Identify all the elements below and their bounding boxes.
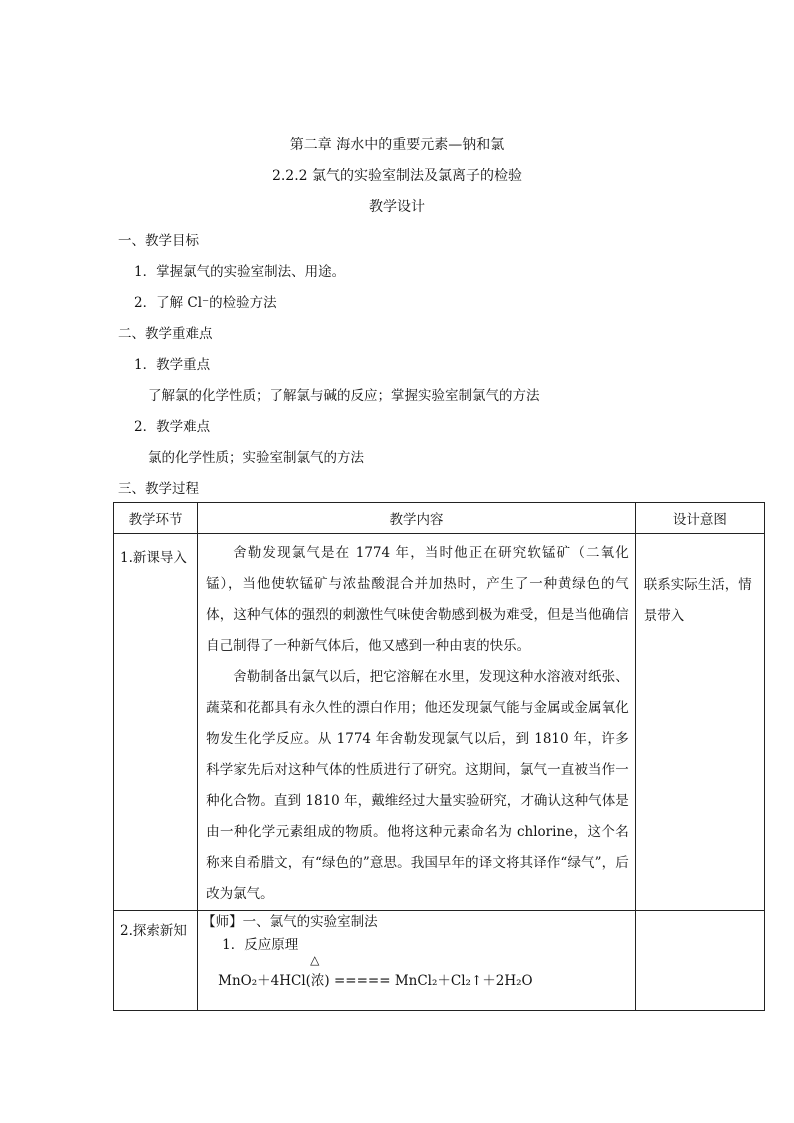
column-header-stage: 教学环节	[114, 503, 198, 534]
content-cell	[198, 534, 636, 911]
teacher-line: 【师】一、氯气的实验室制法	[202, 914, 378, 930]
stage-cell	[114, 911, 198, 1011]
teaching-process-table	[113, 502, 765, 1011]
intro-paragraph-2: 舍勒制备出氯气以后，把它溶解在水里，发现这种水溶液对纸张、蔬菜和花都具有永久性的漂白作用；他还发现氯气能与金属或金属氧化物发生化学反应。从 1774 年舍勒发现氯气以后，到 1810 年，许多科学家先后对这种气体的性质进行了研究。这期间，氯气一直被当作一种化合物。直到 1810 年，戴维经过大量实验研究，才确认这种气体是由一种化学元素组成的物质。他将这种元素命名为 chlorine，这个名称来自希腊文，有“绿色的”意思。我国早年的译文将其译作“绿气”，后改为氯气。	[206, 669, 629, 902]
stage-cell	[114, 534, 198, 911]
reaction-equation	[198, 953, 635, 989]
lesson-title: 2.2.2 氯气的实验室制法及氯离子的检验	[271, 168, 523, 184]
design-title: 教学设计	[369, 199, 425, 215]
equation-sign: =====	[333, 973, 391, 989]
heating-condition-mark: △	[310, 953, 320, 967]
process-heading: 三、教学过程	[118, 481, 199, 497]
key-points-heading: 二、教学重难点	[118, 326, 213, 342]
intent-cell	[635, 911, 764, 1011]
equation-products: MnCl₂＋Cl₂↑＋2H₂O	[394, 973, 533, 989]
focus-text: 了解氯的化学性质；了解氯与碱的反应；掌握实验室制氯气的方法	[148, 388, 540, 404]
column-header-intent: 设计意图	[635, 503, 764, 534]
difficulty-heading: 2．教学难点	[134, 419, 211, 435]
equation-reactants: MnO₂＋4HCl(浓)	[218, 973, 330, 989]
stage-label: 2.探索新知	[120, 923, 187, 939]
intent-text: 联系实际生活，情景带入	[643, 577, 752, 624]
principle-heading: 1．反应原理	[222, 937, 299, 953]
difficulty-text: 氯的化学性质；实验室制氯气的方法	[148, 450, 364, 466]
content-cell	[198, 911, 636, 1011]
table-header-row	[114, 503, 765, 534]
objectives-heading: 一、教学目标	[118, 233, 199, 249]
table-row	[114, 911, 765, 1011]
intent-cell	[635, 534, 764, 911]
focus-heading: 1．教学重点	[134, 357, 211, 373]
objective-item-2: 2．了解 Cl⁻的检验方法	[134, 295, 277, 311]
column-header-content: 教学内容	[198, 503, 636, 534]
table-row	[114, 534, 765, 911]
objective-item-1: 1．掌握氯气的实验室制法、用途。	[134, 264, 346, 280]
stage-label: 1.新课导入	[120, 550, 187, 566]
intro-paragraph-1: 舍勒发现氯气是在 1774 年，当时他正在研究软锰矿（二氧化锰），当他使软锰矿与浓盐酸混合并加热时，产生了一种黄绿色的气体，这种气体的强烈的刺激性气味使舍勒感到极为难受，但是当他确信自己制得了一种新气体后，他又感到一种由衷的快乐。	[206, 545, 629, 654]
chapter-title: 第二章 海水中的重要元素—钠和氯	[289, 137, 505, 153]
